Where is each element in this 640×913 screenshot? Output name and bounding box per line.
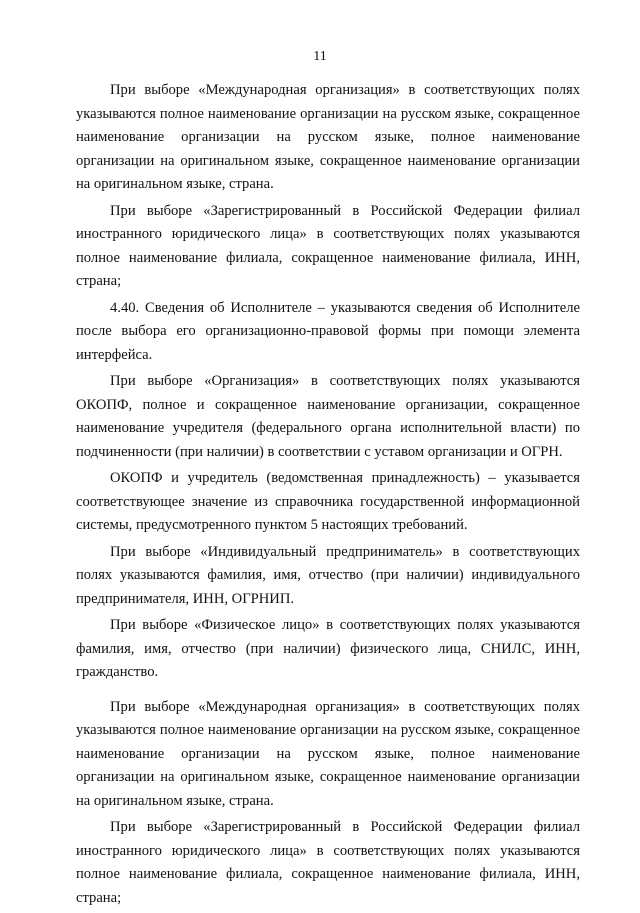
paragraph-organization: При выборе «Организация» в соответствующих полях указываются ОКОПФ, полное и сокращенное наименование организации, сокращенное наименование учредителя (федерального органа исполнительной власти) по подчиненности (при наличии) в соответствии с уставом организации и ОГРН.: [76, 373, 580, 460]
paragraph-contractor-info: 4.40. Сведения об Исполнителе – указываются сведения об Исполнителе после выбора его организационно-правовой формы при помощи элемента интерфейса.: [76, 299, 580, 363]
document-body: [76, 79, 580, 913]
paragraph-individual-entrepreneur: При выборе «Индивидуальный предприниматель» в соответствующих полях указываются фамилия, имя, отчество (при наличии) индивидуального предпринимателя, ИНН, ОГРНИП.: [76, 543, 580, 607]
paragraph-international-org-1: При выборе «Международная организация» в соответствующих полях указываются полное наименование организации на русском языке, сокращенное наименование организации на русском языке, полное наименование организации на оригинальном языке, сокращенное наименование организации на оригинальном языке, страна.: [76, 82, 580, 192]
paragraph-foreign-branch-2: При выборе «Зарегистрированный в Российской Федерации филиал иностранного юридического лица» в соответствующих полях указываются полное наименование филиала, сокращенное наименование филиала, ИНН, страна;: [76, 819, 580, 906]
paragraph-okopf-founder: ОКОПФ и учредитель (ведомственная принадлежность) – указывается соответствующее значение из справочника государственной информационной системы, предусмотренного пунктом 5 настоящих требований.: [76, 470, 580, 533]
paragraph-foreign-branch-1: При выборе «Зарегистрированный в Российской Федерации филиал иностранного юридического лица» в соответствующих полях указываются полное наименование филиала, сокращенное наименование филиала, ИНН, страна;: [76, 202, 580, 289]
page-number: 11: [313, 49, 327, 64]
paragraph-international-org-2: При выборе «Международная организация» в соответствующих полях указываются полное наименование организации на русском языке, сокращенное наименование организации на русском языке, полное наименование организации на оригинальном языке, сокращенное наименование организации на оригинальном языке, страна.: [76, 698, 580, 809]
paragraph-natural-person: При выборе «Физическое лицо» в соответствующих полях указываются фамилия, имя, отчество (при наличии) физического лица, СНИЛС, ИНН, гражданство.: [76, 617, 580, 680]
